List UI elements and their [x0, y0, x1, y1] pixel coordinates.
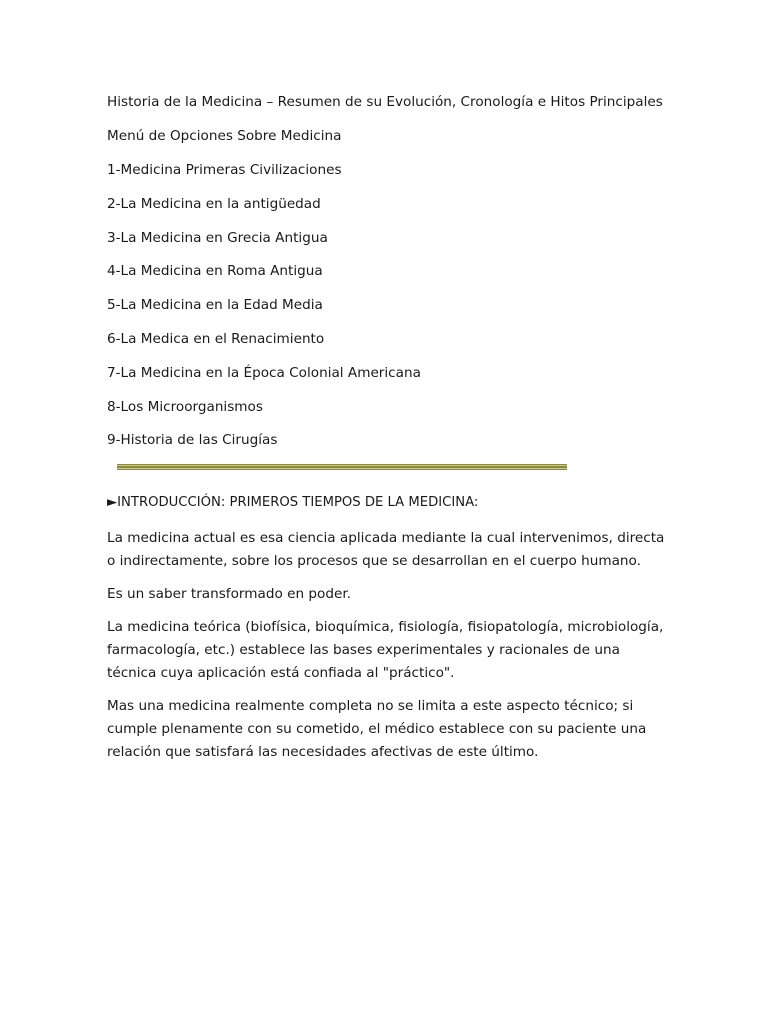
menu-item-antiguedad[interactable]: 2-La Medicina en la antigüedad [107, 195, 321, 212]
paragraph-1: La medicina actual es esa ciencia aplicada mediante la cual intervenimos, directa o indirectamente, sobre los procesos que se desarrollan en el cuerpo humano. [107, 530, 665, 570]
paragraph-3: La medicina teórica (biofísica, bioquímica, fisiología, fisiopatología, microbiología, farmacología, etc.) establece las bases experimentales y racionales de una técnica cuya aplicación está confiada al "práctico". [107, 619, 664, 682]
section-divider [117, 464, 567, 470]
document-title: Historia de la Medicina – Resumen de su Evolución, Cronología e Hitos Principales [107, 94, 663, 110]
menu-item-renacimiento[interactable]: 6-La Medica en el Renacimiento [107, 330, 325, 347]
document-page [107, 92, 667, 774]
menu-item-microorganismos[interactable]: 8-Los Microorganismos [107, 398, 263, 415]
menu-item-roma-antigua[interactable]: 4-La Medicina en Roma Antigua [107, 263, 323, 280]
intro-heading: ►INTRODUCCIÓN: PRIMEROS TIEMPOS DE LA MEDICINA: [107, 495, 479, 511]
paragraph-2: Es un saber transformado en poder. [107, 586, 351, 603]
menu-list [107, 160, 667, 450]
menu-item-epoca-colonial[interactable]: 7-La Medicina en la Época Colonial Americana [107, 364, 421, 381]
menu-item-edad-media[interactable]: 5-La Medicina en la Edad Media [107, 297, 323, 314]
menu-item-cirugias[interactable]: 9-Historia de las Cirugías [107, 432, 278, 449]
menu-item-grecia-antigua[interactable]: 3-La Medicina en Grecia Antigua [107, 229, 328, 246]
menu-item-primeras-civilizaciones[interactable]: 1-Medicina Primeras Civilizaciones [107, 162, 342, 178]
paragraph-4: Mas una medicina realmente completa no se limita a este aspecto técnico; si cumple plenamente con su cometido, el médico establece con su paciente una relación que satisfará las necesidades afectivas de este último. [107, 698, 647, 761]
menu-title: Menú de Opciones Sobre Medicina [107, 128, 342, 144]
